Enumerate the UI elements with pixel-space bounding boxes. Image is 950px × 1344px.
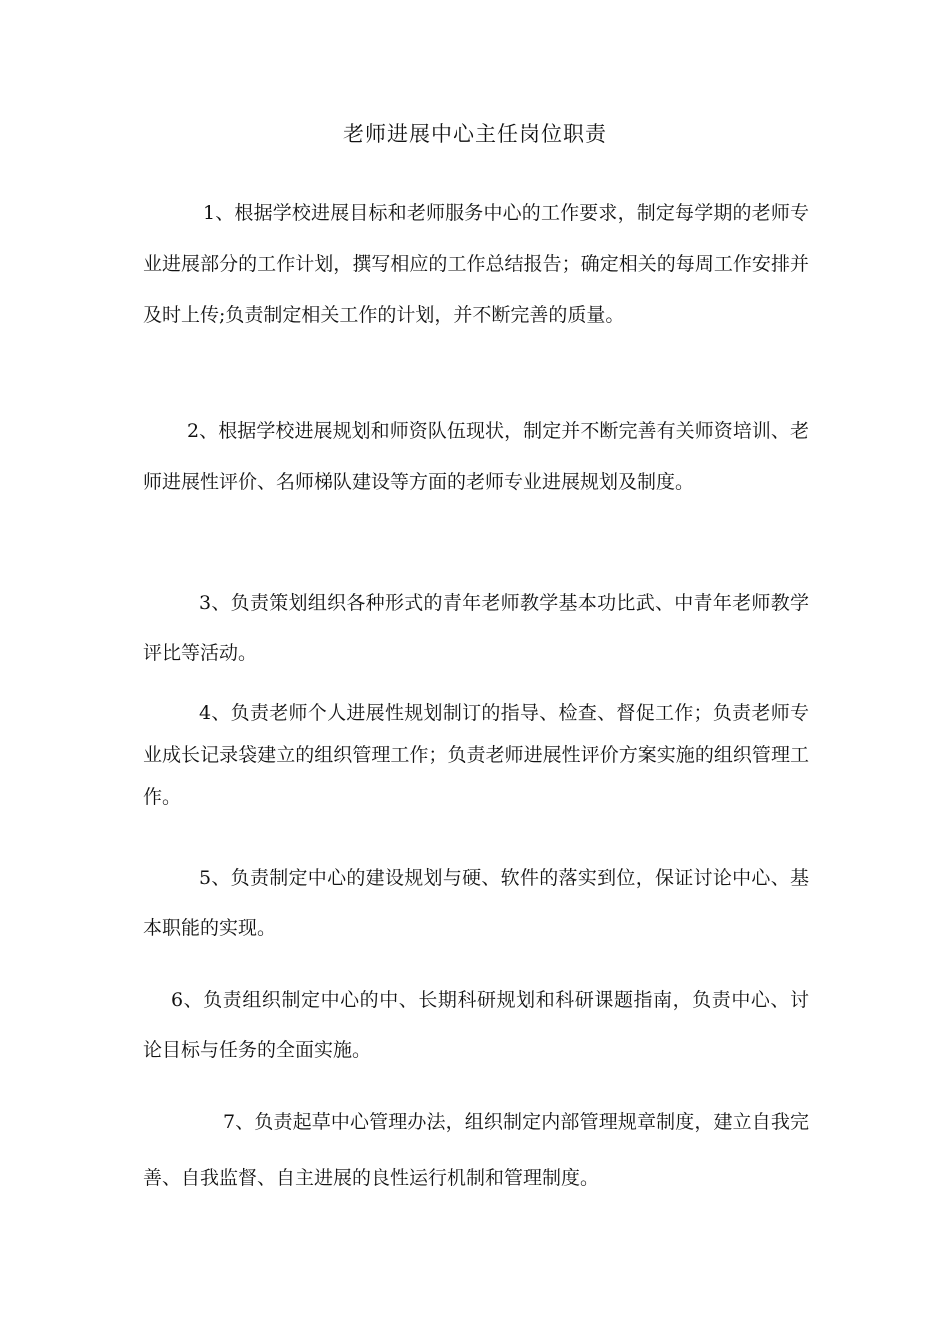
duty-paragraph-4: 4、负责老师个人进展性规划制订的指导、检查、督促工作；负责老师专业成长记录袋建立的组织管理工作；负责老师进展性评价方案实施的组织管理工作。 bbox=[143, 702, 809, 808]
duty-paragraph-2: 2、根据学校进展规划和师资队伍现状，制定并不断完善有关师资培训、老师进展性评价、名师梯队建设等方面的老师专业进展规划及制度。 bbox=[143, 420, 809, 493]
duty-paragraph-5: 5、负责制定中心的建设规划与硬、软件的落实到位，保证讨论中心、基本职能的实现。 bbox=[143, 867, 809, 939]
duty-paragraph-3: 3、负责策划组织各种形式的青年老师教学基本功比武、中青年老师教学评比等活动。 bbox=[143, 592, 809, 664]
duty-paragraph-1: 1、根据学校进展目标和老师服务中心的工作要求，制定每学期的老师专业进展部分的工作计划，撰写相应的工作总结报告；确定相关的每周工作安排并及时上传;负责制定相关工作的计划，并不断完善的质量。 bbox=[143, 202, 809, 326]
duty-paragraph-6: 6、负责组织制定中心的中、长期科研规划和科研课题指南，负责中心、讨论目标与任务的全面实施。 bbox=[143, 989, 809, 1061]
duty-paragraph-7: 7、负责起草中心管理办法，组织制定内部管理规章制度，建立自我完善、自我监督、自主进展的良性运行机制和管理制度。 bbox=[143, 1111, 809, 1189]
document-title: 老师进展中心主任岗位职责 bbox=[343, 122, 607, 146]
